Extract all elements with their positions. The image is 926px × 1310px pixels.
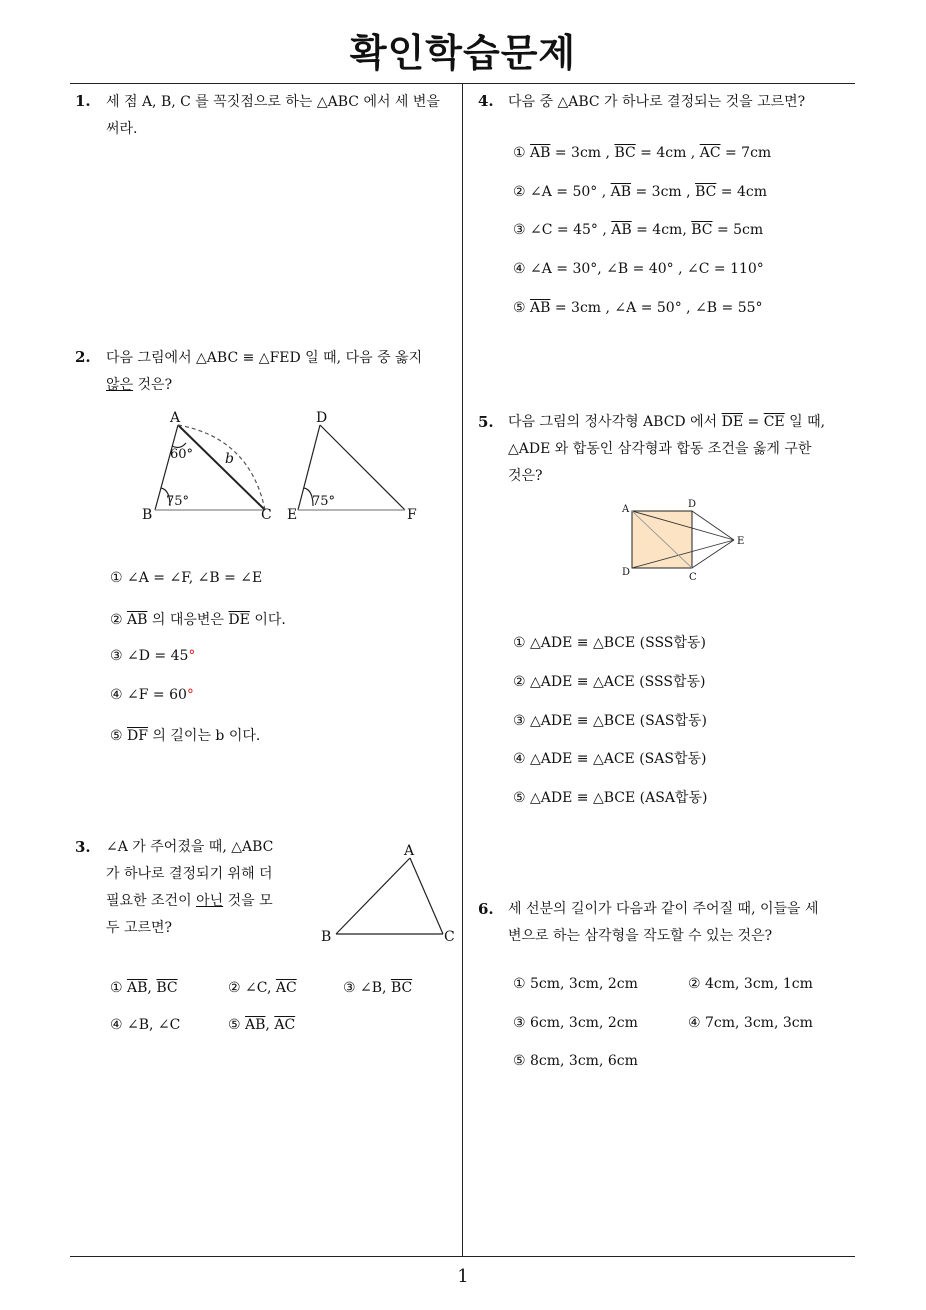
option-5[interactable]: ⑤ 8cm, 3cm, 6cm [513,1053,638,1069]
label-c: C [444,929,455,945]
option-1[interactable]: ① ∠A = ∠F, ∠B = ∠E [110,570,263,586]
label-b: B [142,507,153,523]
option-4[interactable]: ④ ∠A = 30°, ∠B = 40° , ∠C = 110° [513,261,764,277]
question-number: 3. [75,838,91,856]
square-abcd-figure [616,496,756,584]
label-e: E [737,536,745,547]
option-3[interactable]: ③ △ADE ≡ △BCE (SAS합동) [513,713,707,729]
option-1[interactable]: ① 5cm, 3cm, 2cm [513,976,638,992]
label-a: A [170,410,181,426]
label-d-top: D [688,499,697,510]
option-2[interactable]: ② △ADE ≡ △ACE (SSS합동) [513,674,706,690]
label-c: C [261,507,272,523]
label-d: D [316,410,328,426]
question-number: 5. [478,413,494,431]
question-text: 다음 중 △ABC 가 하나로 결정되는 것을 고르면? [508,94,806,110]
option-5[interactable]: ⑤ $\overline{DF}$ 의 길이는 b 이다. [110,728,261,744]
question-text: 다음 그림에서 △ABC ≡ △FED 일 때, 다음 중 옳지 않은 것은? [106,350,423,393]
question-text: ∠A 가 주어졌을 때, △ABC 가 하나로 결정되기 위해 더 필요한 조건이 아닌 것을 모 두 고르면? [106,839,274,936]
column-divider [462,83,463,1256]
underlined-word: 아닌 [196,893,224,909]
option-4[interactable]: ④ △ADE ≡ △ACE (SAS합동) [513,751,707,767]
label-f: F [407,507,417,523]
question-text: 세 점 A, B, C 를 꼭짓점으로 하는 △ABC 에서 세 변을 써라. [106,94,440,137]
underlined-word: 않은 [106,377,134,393]
option-3[interactable]: ③ ∠C = 45° , $\overline{AB} = 4cm$, $\overline{BC} = 5cm$ [513,222,764,238]
side-ac [178,425,265,510]
option-4[interactable]: ④ ∠B, ∠C [110,1017,181,1033]
question-number: 6. [478,900,494,918]
option-5[interactable]: ⑤ $\overline{AB} = 3cm$ , ∠A = 50° , ∠B = 55° [513,300,763,316]
option-2[interactable]: ② $\overline{AB}$ 의 대응변은 $\overline{DE}$ 이다. [110,612,286,628]
question-number: 1. [75,92,91,110]
label-e: E [287,507,298,523]
option-1[interactable]: ① $\overline{AB} = 3cm$ , $\overline{BC} = 4cm$ , $\overline{AC} = 7cm$ [513,145,772,161]
question-number: 2. [75,348,91,366]
option-2[interactable]: ② 4cm, 3cm, 1cm [688,976,813,992]
option-5[interactable]: ⑤ $\overline{AB}$, $\overline{AC}$ [228,1017,296,1033]
option-4[interactable]: ④ 7cm, 3cm, 3cm [688,1015,813,1031]
label-b: B [321,929,332,945]
option-2[interactable]: ② ∠C, $\overline{AC}$ [228,980,297,996]
option-4[interactable]: ④ ∠F = 60° [110,687,194,703]
option-3[interactable]: ③ ∠B, $\overline{BC}$ [343,980,413,996]
option-2[interactable]: ② ∠A = 50° , $\overline{AB} = 3cm$ , $\overline{BC} = 4cm$ [513,184,767,200]
option-1[interactable]: ① △ADE ≡ △BCE (SSS합동) [513,635,706,651]
label-side-b: b [225,451,234,467]
label-angle-a: 60° [170,447,194,462]
option-1[interactable]: ① $\overline{AB}$, $\overline{BC}$ [110,980,178,996]
label-angle-e: 75° [312,494,336,509]
page-number: 1 [457,1266,469,1287]
label-c: C [689,572,697,583]
question-number: 4. [478,92,494,110]
bottom-divider [70,1256,855,1257]
label-angle-b: 75° [166,494,190,509]
question-text: 세 선분의 길이가 다음과 같이 주어질 때, 이들을 세 변으로 하는 삼각형을 작도할 수 있는 것은? [508,901,819,944]
option-5[interactable]: ⑤ △ADE ≡ △BCE (ASA합동) [513,790,708,806]
label-a: A [622,504,630,515]
question-text: 다음 그림의 정사각형 ABCD 에서 $\overline{DE} = \overline{CE}$ 일 때, △ADE 와 합동인 삼각형과 합동 조건을 옳게 구한 것은? [508,414,826,484]
option-3[interactable]: ③ 6cm, 3cm, 2cm [513,1015,638,1031]
triangle-abc-figure [318,840,463,950]
option-3[interactable]: ③ ∠D = 45° [110,648,196,664]
label-a: A [404,843,415,859]
congruent-triangles-figure [130,408,430,528]
page-title: 확인학습문제 [349,31,577,75]
label-d-bottom: D [622,567,631,578]
